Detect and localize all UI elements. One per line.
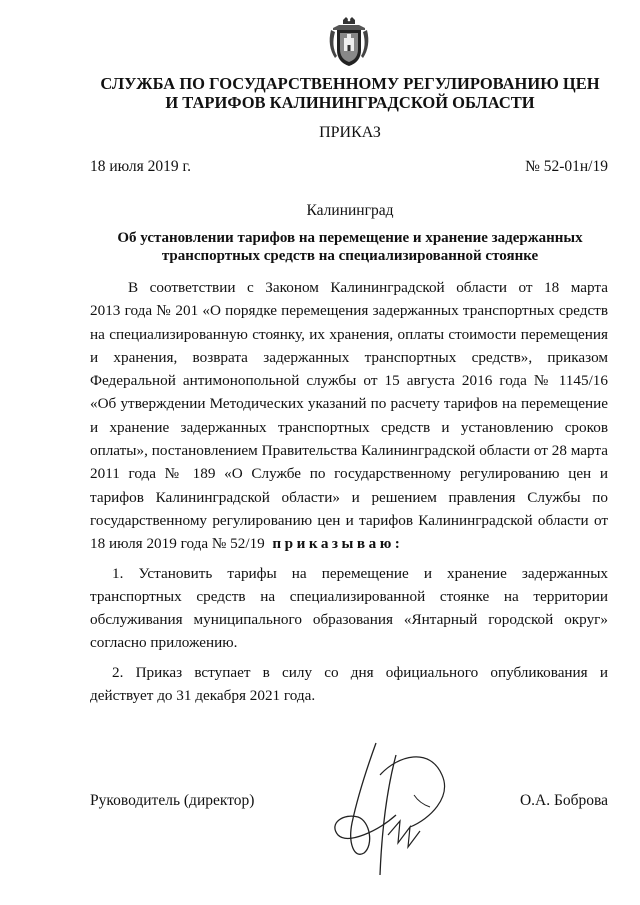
- preamble-last-line: [90, 532, 608, 555]
- preamble-line: 2011 года № 189 «О Службе по государственному регулированию цен и: [90, 465, 608, 483]
- document-subject: [60, 229, 640, 265]
- document-date: 18 июля 2019 г.: [90, 158, 191, 175]
- preamble-line: оплаты», постановлением Правительства Калининградской области от 28 марта: [90, 442, 608, 460]
- organization-name-line-2: И ТАРИФОВ КАЛИНИНГРАДСКОЙ ОБЛАСТИ: [165, 93, 535, 112]
- signatory-title: Руководитель (директор): [90, 792, 255, 809]
- document-body: [90, 276, 608, 707]
- preamble-last-text: 18 июля 2019 года № 52/19: [90, 535, 265, 553]
- preamble-line: и хранение задержанных транспортных средств и установлению сроков: [90, 418, 608, 436]
- preamble-line: и хранения, возврата задержанных транспортных средств», приказом: [90, 348, 608, 366]
- organization-name-line-1: СЛУЖБА ПО ГОСУДАРСТВЕННОМУ РЕГУЛИРОВАНИЮ ЦЕН: [100, 74, 600, 93]
- item-1-line: согласно приложению.: [90, 634, 238, 652]
- preamble-line: В соответствии с Законом Калининградской области от 18 марта: [128, 279, 608, 296]
- preamble-line: Федеральной антимонопольной службы от 15 августа 2016 года № 1145/16: [90, 372, 608, 390]
- item-1-line: транспортных средств на специализированной стоянке на территории: [90, 587, 608, 605]
- preamble-line: «Об утверждении Методических указаний по расчету тарифов на перемещение: [90, 395, 608, 413]
- item-1-line: 1. Установить тарифы на перемещение и хранение задержанных: [112, 564, 608, 582]
- signatory-name: О.А. Боброва: [519, 792, 608, 809]
- document-type: ПРИКАЗ: [319, 124, 381, 141]
- preamble-line: тарифов Калининградской области» и решением правления Службы по: [90, 488, 608, 506]
- coat-of-arms-icon: [327, 16, 371, 68]
- preamble-line: 2013 года № 201 «О порядке перемещения задержанных транспортных средств: [90, 302, 608, 320]
- item-2-line: действует до 31 декабря 2021 года.: [90, 687, 316, 705]
- order-word: приказываю:: [272, 535, 404, 553]
- document-city: Калининград: [306, 202, 394, 219]
- document-number: № 52-01н/19: [525, 158, 608, 175]
- document-subject-line-2: транспортных средств на специализированной стоянке: [161, 248, 539, 264]
- document-subject-line-1: Об установлении тарифов на перемещение и хранение задержанных: [117, 230, 583, 246]
- organization-name: [60, 74, 640, 112]
- item-1-line: обслуживания муниципального образования «Янтарный городской округ»: [90, 611, 608, 629]
- preamble-line: государственному регулированию цен и тарифов Калининградской области от: [90, 511, 608, 529]
- preamble-line: на специализированную стоянку, их хранения, оплаты стоимости перемещения: [90, 325, 608, 343]
- item-2-line: 2. Приказ вступает в силу со дня официального опубликования и: [112, 663, 608, 681]
- handwritten-signature: [318, 735, 458, 885]
